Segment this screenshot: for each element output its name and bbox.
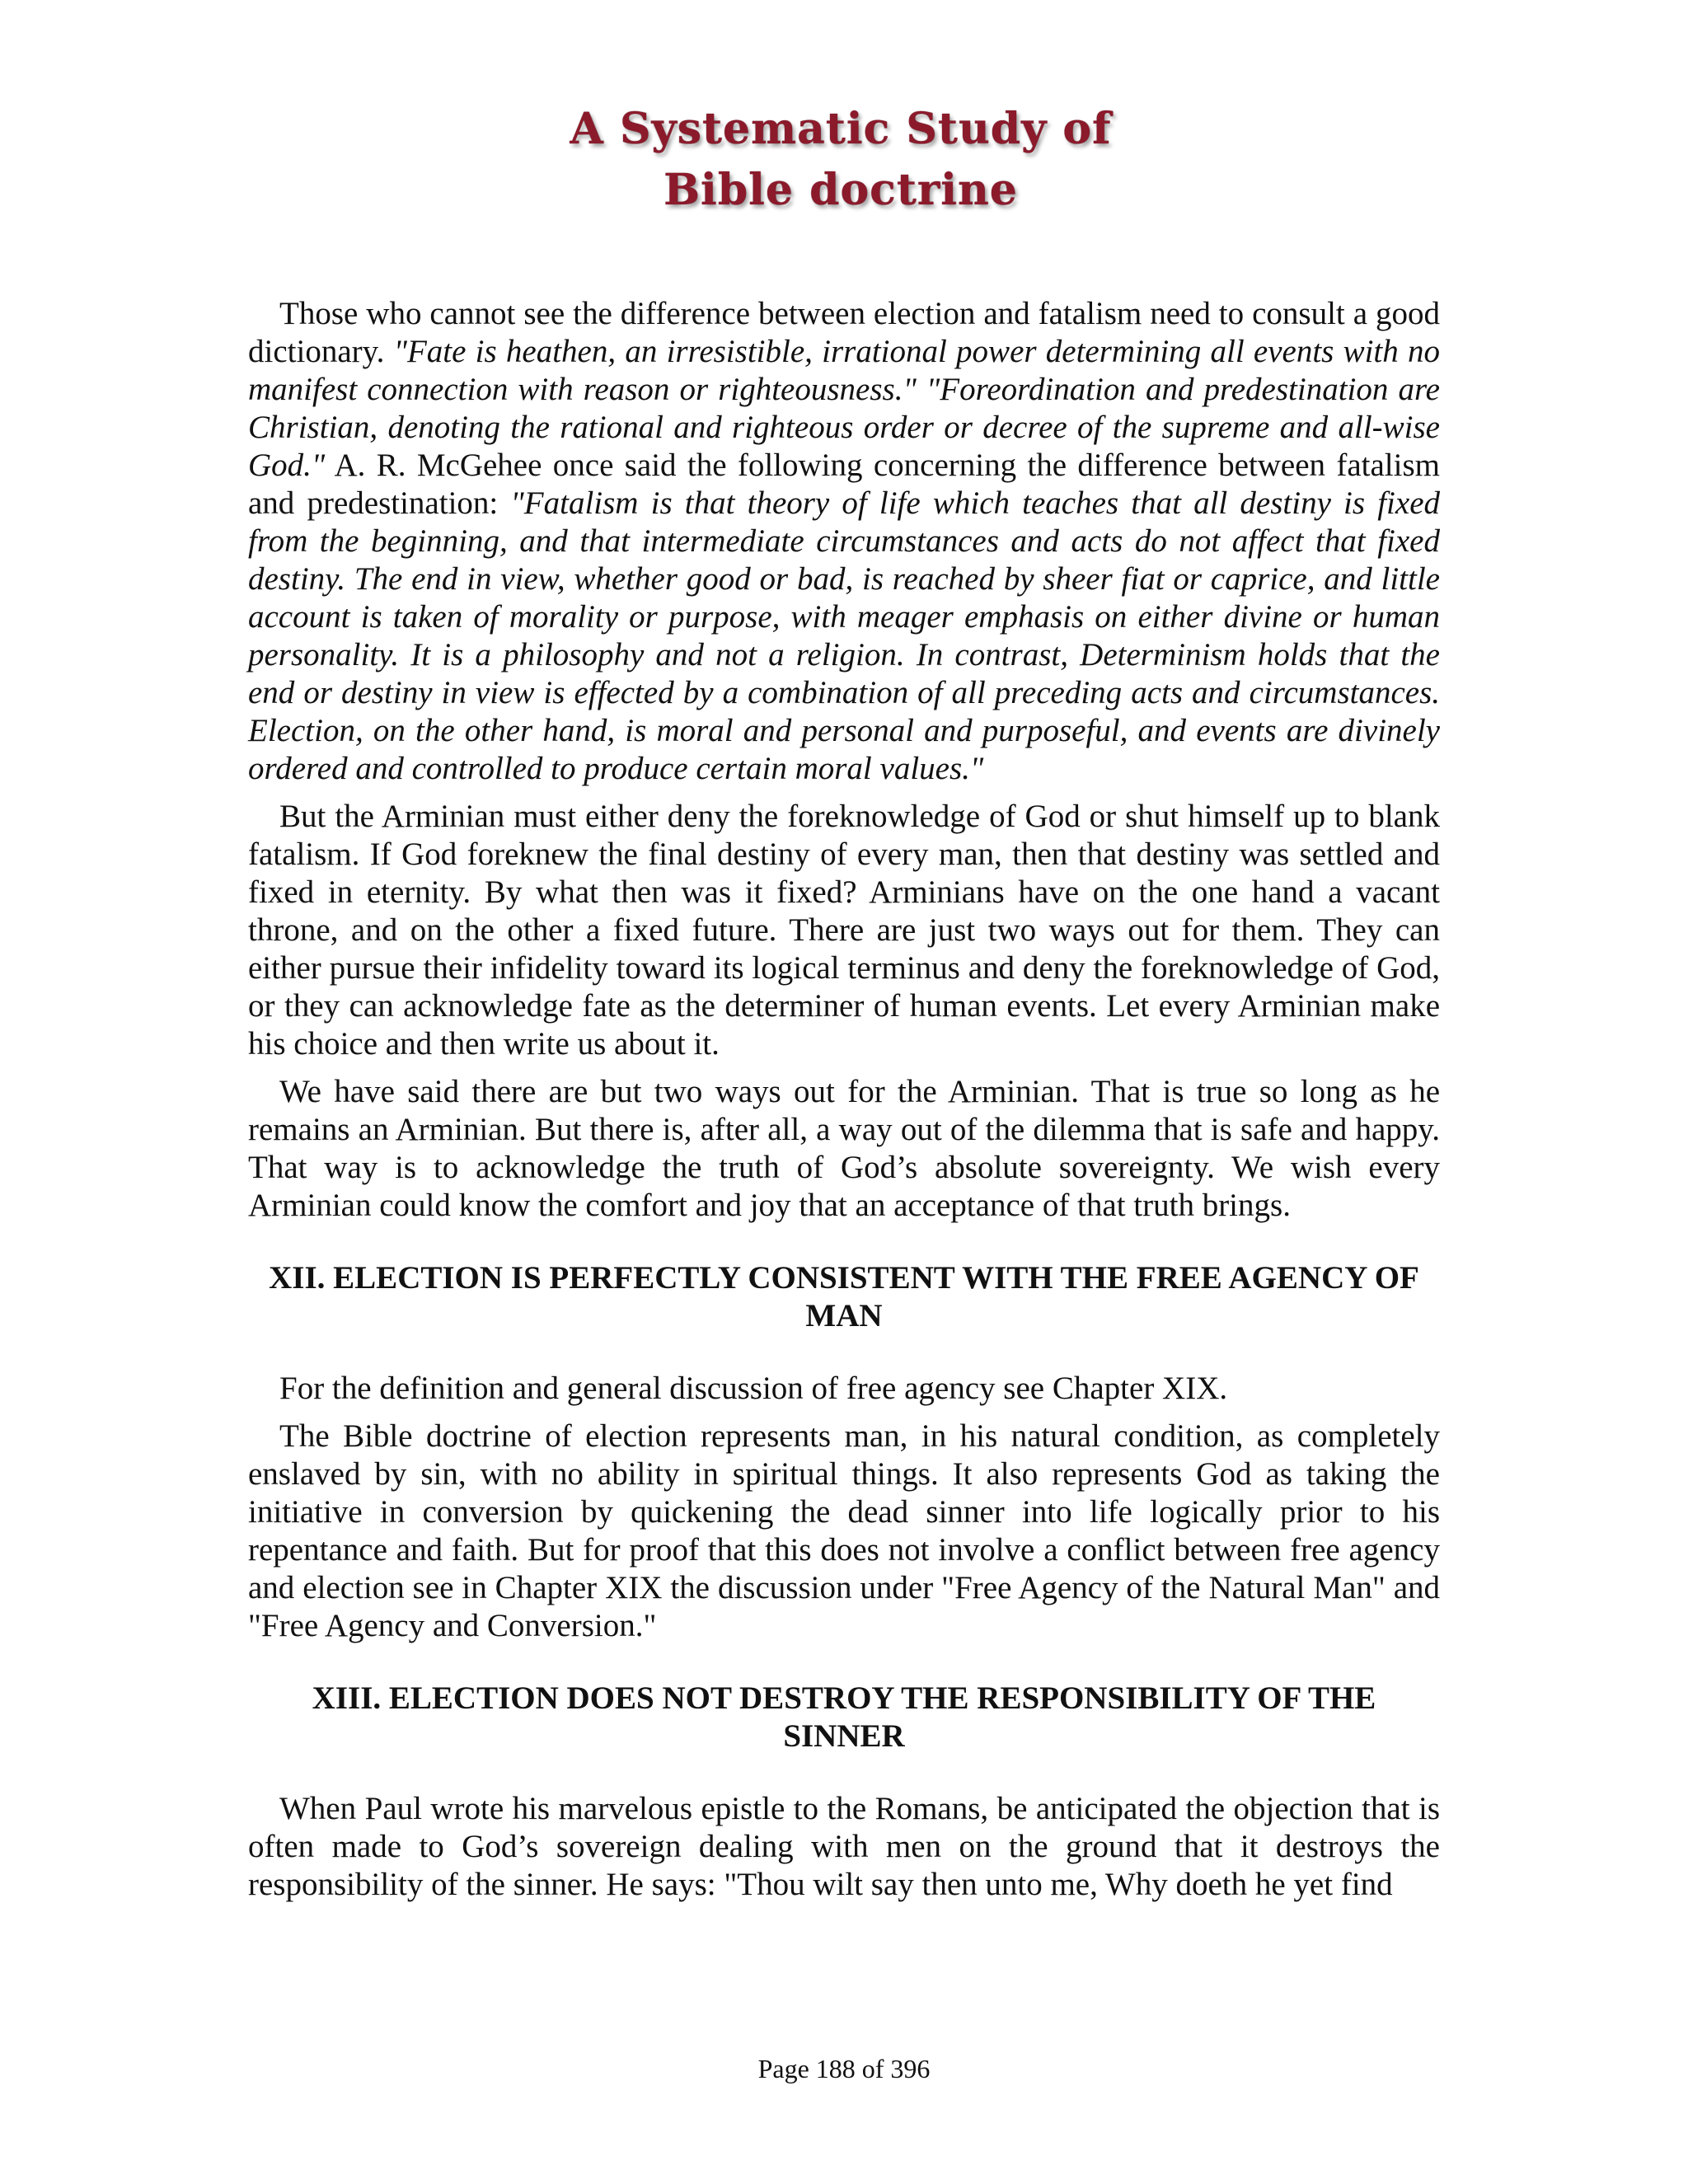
mcgehee-quote: "Fatalism is that theory of life which teaches that all destiny is fixed from the beginning, and that intermediate circumstances and acts do not affect that fixed destiny. The end in view, whether good or bad, is reached by sheer fiat or caprice, and little account is taken of morality or purpose, with meager emphasis on either divine or human personality. It is a philosophy and not a religion. In contrast, Determinism holds that the end or destiny in view is effected by a combination of all preceding acts and circumstances. Election, on the other hand, is moral and personal and purposeful, and events are divinely ordered and controlled to produce certain moral values." [248,485,1440,786]
section-heading-xii: XII. ELECTION IS PERFECTLY CONSISTENT WITH THE FREE AGENCY OF MAN [269,1260,1419,1333]
book-title-logo [560,99,1121,221]
dictionary-quote: "Fate is heathen, an irresistible, irrational power determining all events with no manifest connection with reason or righteousness." "Foreordination and predestination are Christian, denoting the rational and righteous order or decree of the supreme and all-wise God." [248,334,1440,483]
page-body [248,295,1440,1914]
paragraph-natural-condition: The Bible doctrine of election represents man, in his natural condition, as completely enslaved by sin, with no ability in spiritual things. It also represents God as taking the initiative in conversion by quickening the dead sinner into life logically prior to his repentance and faith. But for proof that this does not involve a conflict between free agency and election see in Chapter XIX the discussion under "Free Agency of the Natural Man" and "Free Agency and Conversion." [248,1418,1440,1643]
paragraph-romans-objection: When Paul wrote his marvelous epistle to the Romans, be anticipated the objection that is often made to God’s sovereign dealing with men on the ground that it destroys the responsibility of the sinner. He says: "Thou wilt say then unto me, Why doeth he yet find [248,1791,1440,1902]
paragraph-arminian-foreknowledge: But the Arminian must either deny the foreknowledge of God or shut himself up to blank fatalism. If God foreknew the final destiny of every man, then that destiny was settled and fixed in eternity. By what then was it fixed? Arminians have on the one hand a vacant throne, and on the other a fixed future. There are just two ways out for them. They can either pursue their infidelity toward its logical terminus and deny the foreknowledge of God, or they can acknowledge fate as the determiner of human events. Let every Arminian make his choice and then write us about it. [248,799,1440,1062]
paragraph-fatalism-definition [248,295,1440,788]
page-number: Page 188 of 396 [757,2054,931,2083]
section-heading-xiii: XIII. ELECTION DOES NOT DESTROY THE RESPONSIBILITY OF THE SINNER [312,1680,1376,1754]
logo-line-2: Bible doctrine [663,165,1018,215]
paragraph-text: Those who cannot see the difference between election and fatalism need to consult a good dictionary. [248,296,1440,369]
paragraph-text: A. R. McGehee once said the following concerning the difference between fatalism and predestination: [248,448,1440,521]
paragraph-free-agency-reference: For the definition and general discussion of free agency see Chapter XIX. [279,1371,1228,1406]
paragraph-way-out: We have said there are but two ways out for the Arminian. That is true so long as he remains an Arminian. But there is, after all, a way out of the dilemma that is safe and happy. That way is to acknowledge the truth of God’s absolute sovereignty. We wish every Arminian could know the comfort and joy that an acceptance of that truth brings. [248,1074,1440,1223]
logo-line-1: A Systematic Study of [570,104,1112,154]
